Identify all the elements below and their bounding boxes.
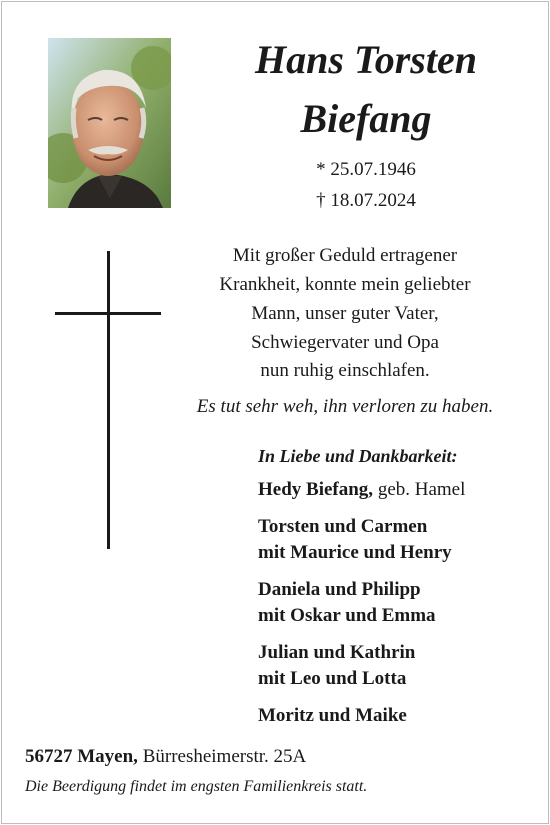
address-street: Bürresheimerstr. 25A xyxy=(142,746,307,767)
portrait-image xyxy=(48,38,171,208)
deceased-name-last: Biefang xyxy=(300,96,432,141)
poem-line-5: nun ruhig einschlafen. xyxy=(260,360,430,381)
poem-line-3: Mann, unser guter Vater, xyxy=(251,303,439,324)
portrait-photo xyxy=(48,38,171,208)
address-city: 56727 Mayen, xyxy=(25,746,138,767)
widow-maiden-name: geb. Hamel xyxy=(377,479,466,500)
cross-vertical-bar xyxy=(107,251,110,549)
farewell-quote: Es tut sehr weh, ihn verloren zu haben. xyxy=(196,396,494,417)
family-address xyxy=(25,746,306,768)
mourner-line: Daniela und Philipp xyxy=(258,579,421,600)
cross-horizontal-bar xyxy=(55,312,161,315)
mourner-line: Torsten und Carmen xyxy=(258,516,428,537)
mourners-lead: In Liebe und Dankbarkeit: xyxy=(258,446,458,466)
mourner-line: mit Maurice und Henry xyxy=(258,542,452,563)
poem-line-1: Mit großer Geduld ertragener xyxy=(232,245,458,266)
poem-line-4: Schwiegervater und Opa xyxy=(251,332,439,353)
mourner-family xyxy=(258,703,538,729)
mourner-family xyxy=(258,577,538,629)
mourner-line: Moritz und Maike xyxy=(258,705,407,726)
mourner-line: mit Leo und Lotta xyxy=(258,668,407,689)
poem-line-2: Krankheit, konnte mein geliebter xyxy=(219,274,471,295)
mourner-line: Julian und Kathrin xyxy=(258,642,416,663)
mourner-family xyxy=(258,640,538,692)
birth-date: * 25.07.1946 xyxy=(316,159,416,180)
funeral-note: Die Beerdigung findet im engsten Familienkreis statt. xyxy=(25,778,368,795)
widow-name: Hedy Biefang, xyxy=(258,479,374,500)
death-date: † 18.07.2024 xyxy=(316,190,416,211)
mourner-family xyxy=(258,514,538,566)
deceased-name-first: Hans Torsten xyxy=(255,37,477,82)
mourner-line: mit Oskar und Emma xyxy=(258,605,436,626)
mourner-widow xyxy=(258,477,538,503)
mourners-list xyxy=(258,446,538,740)
